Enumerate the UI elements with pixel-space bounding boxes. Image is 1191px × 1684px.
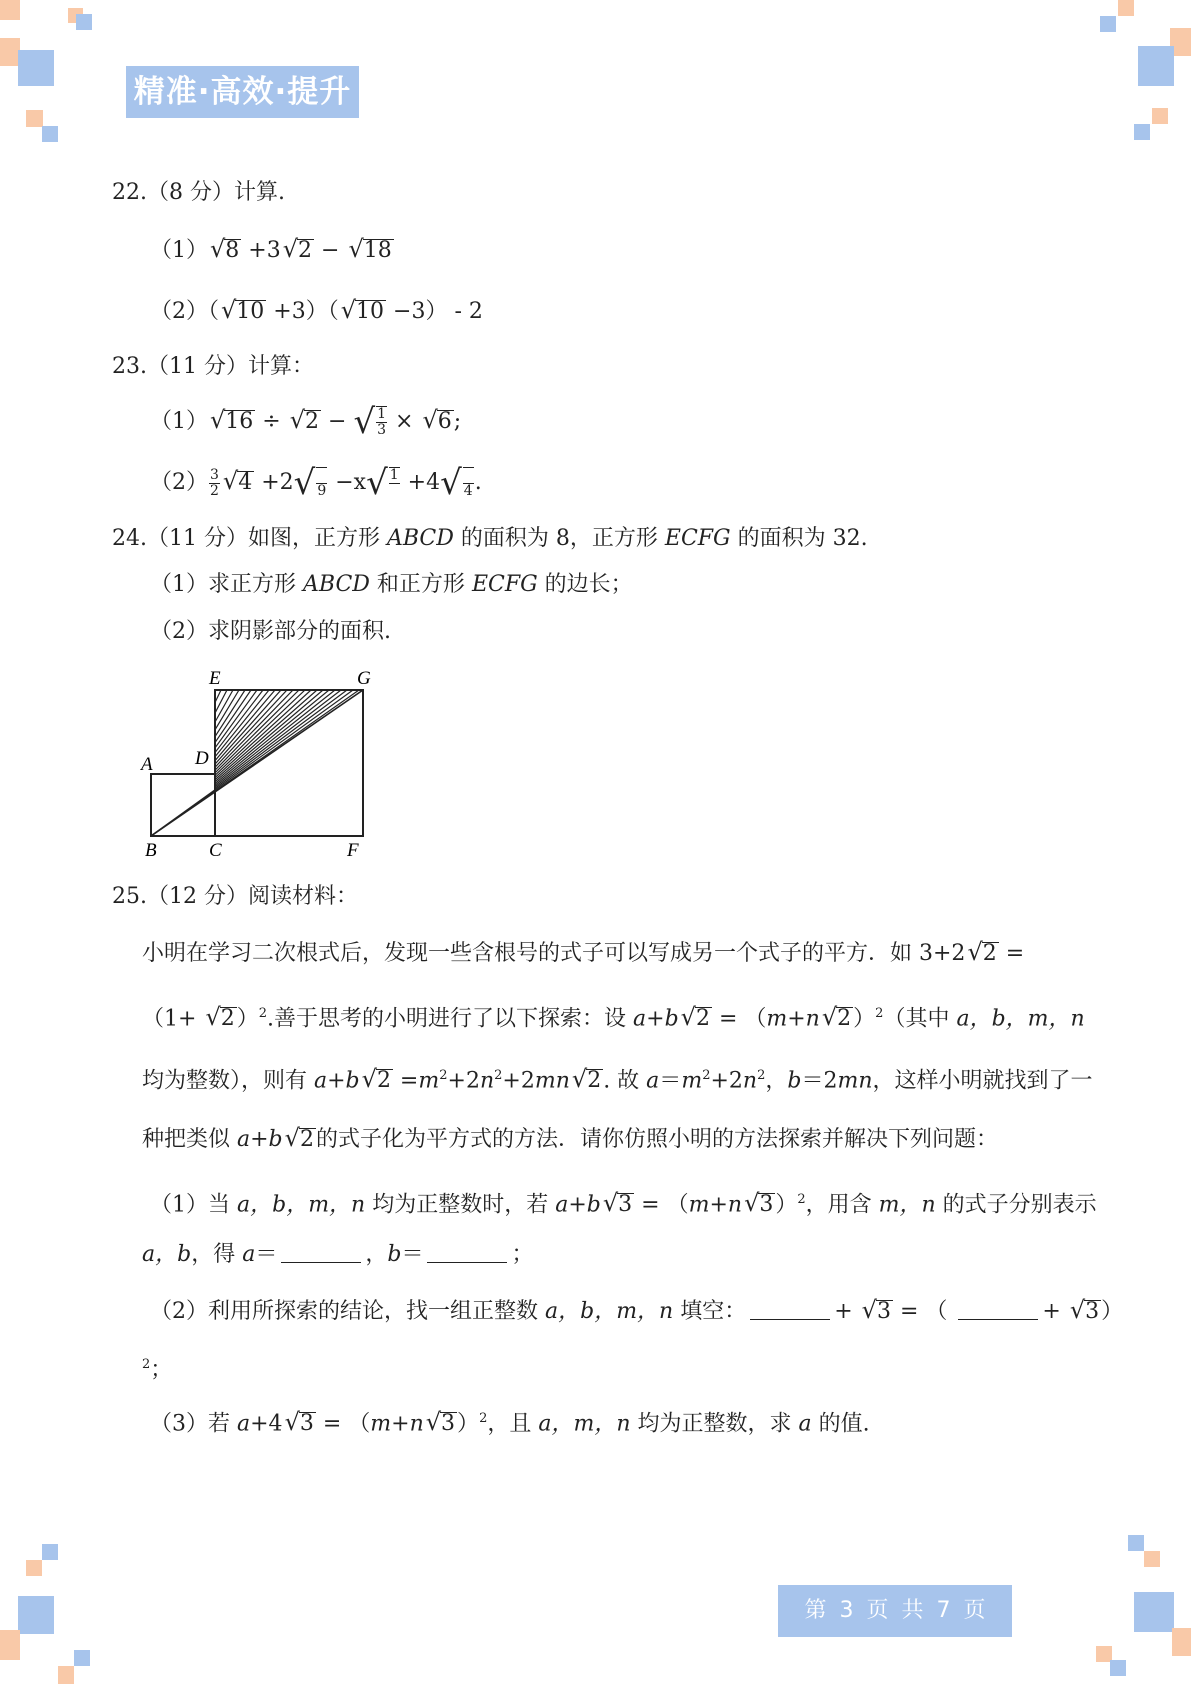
q23-part2: （2） $\frac{3}{2}$ √4 +2√ 9 −x√ 1 +4√ 4 . xyxy=(150,463,482,503)
hatch-line xyxy=(151,690,305,836)
answer-blank-b[interactable] xyxy=(427,1242,507,1263)
q24-part2: （2）求阴影部分的面积. xyxy=(150,619,391,644)
hatch-line xyxy=(151,690,335,836)
fig-label-D: D xyxy=(195,748,209,769)
hatch-line xyxy=(151,690,221,836)
fig-label-A: A xyxy=(141,754,153,775)
q25-part1-answers: a，b，得 a＝ ，b＝ ； xyxy=(142,1242,534,1267)
q25-part2: （2）利用所探索的结论，找一组正整数 a，b，m，n 填空： + √3 = （ + √3） xyxy=(150,1296,1124,1324)
q23-title: 23.（11 分）计算： xyxy=(112,354,314,379)
hatch-line xyxy=(151,690,299,836)
q25-title: 25.（12 分）阅读材料： xyxy=(112,884,358,909)
hatch-line xyxy=(151,690,317,836)
hatch-line xyxy=(151,690,287,836)
fig-label-G: G xyxy=(357,668,371,689)
q25-line3: 均为整数），则有 $a+b√2 =m^2+2n^2+2mn√2$. 故 $a=m^2+2n^2$，b＝2mn，这样小明就找到了一 xyxy=(142,1065,1093,1094)
q25-line4: 种把类似 a+b√2的式子化为平方式的方法．请你仿照小明的方法探索并解决下列问题： xyxy=(142,1124,998,1152)
q25-part3: （3）若 $a+4√3 = (m+n√3)^2$，且 a，m，n 均为正整数，求 a 的值. xyxy=(150,1408,870,1437)
q22-part2: （2）（√10 +3）（√10 −3） ‑ 2 xyxy=(150,296,483,324)
fig-label-B: B xyxy=(145,840,157,861)
q23-part1: （1）√16 ÷ √2 − √ $\frac{1}{3}$ × √6; xyxy=(150,402,462,442)
q22-title: 22.（8 分）计算. xyxy=(112,180,285,205)
answer-blank-a[interactable] xyxy=(281,1242,361,1263)
q22-part1: （1）√8 +3√2 − √18 xyxy=(150,235,392,263)
fig-label-C: C xyxy=(209,840,222,861)
q24-part1: （1）求正方形 ABCD 和正方形 ECFG 的边长； xyxy=(150,572,633,597)
q24-title: 24.（11 分）如图，正方形 ABCD 的面积为 8，正方形 ECFG 的面积为 32. xyxy=(112,526,868,551)
hatch-line xyxy=(151,690,233,836)
q25-part1: （1）当 a，b，m，n 均为正整数时，若 $a+b√3 = (m+n√3)^2$，用含 m，n 的式子分别表示 xyxy=(150,1189,1097,1218)
q25-line2: $(1+ √2)^2$.善于思考的小明进行了以下探索：设 $a+b√2 = (m+n√2)^2$（其中 a，b，m，n xyxy=(142,1003,1085,1032)
page-number-footer: 第 3 页 共 7 页 xyxy=(778,1585,1012,1637)
q25-line1: 小明在学习二次根式后，发现一些含根号的式子可以写成另一个式子的平方．如 3+2√2 = xyxy=(142,938,1025,966)
header-banner: 精准·高效·提升 xyxy=(126,66,359,118)
fig-label-E: E xyxy=(209,668,221,689)
answer-blank-1[interactable] xyxy=(750,1299,830,1320)
hatch-line xyxy=(151,690,293,836)
hatch-line xyxy=(151,690,323,836)
q25-part2-end: $^2$； xyxy=(142,1357,173,1383)
answer-blank-2[interactable] xyxy=(958,1299,1038,1320)
hatch-line xyxy=(151,690,329,836)
fig-label-F: F xyxy=(347,840,359,861)
q24-figure xyxy=(135,662,380,862)
